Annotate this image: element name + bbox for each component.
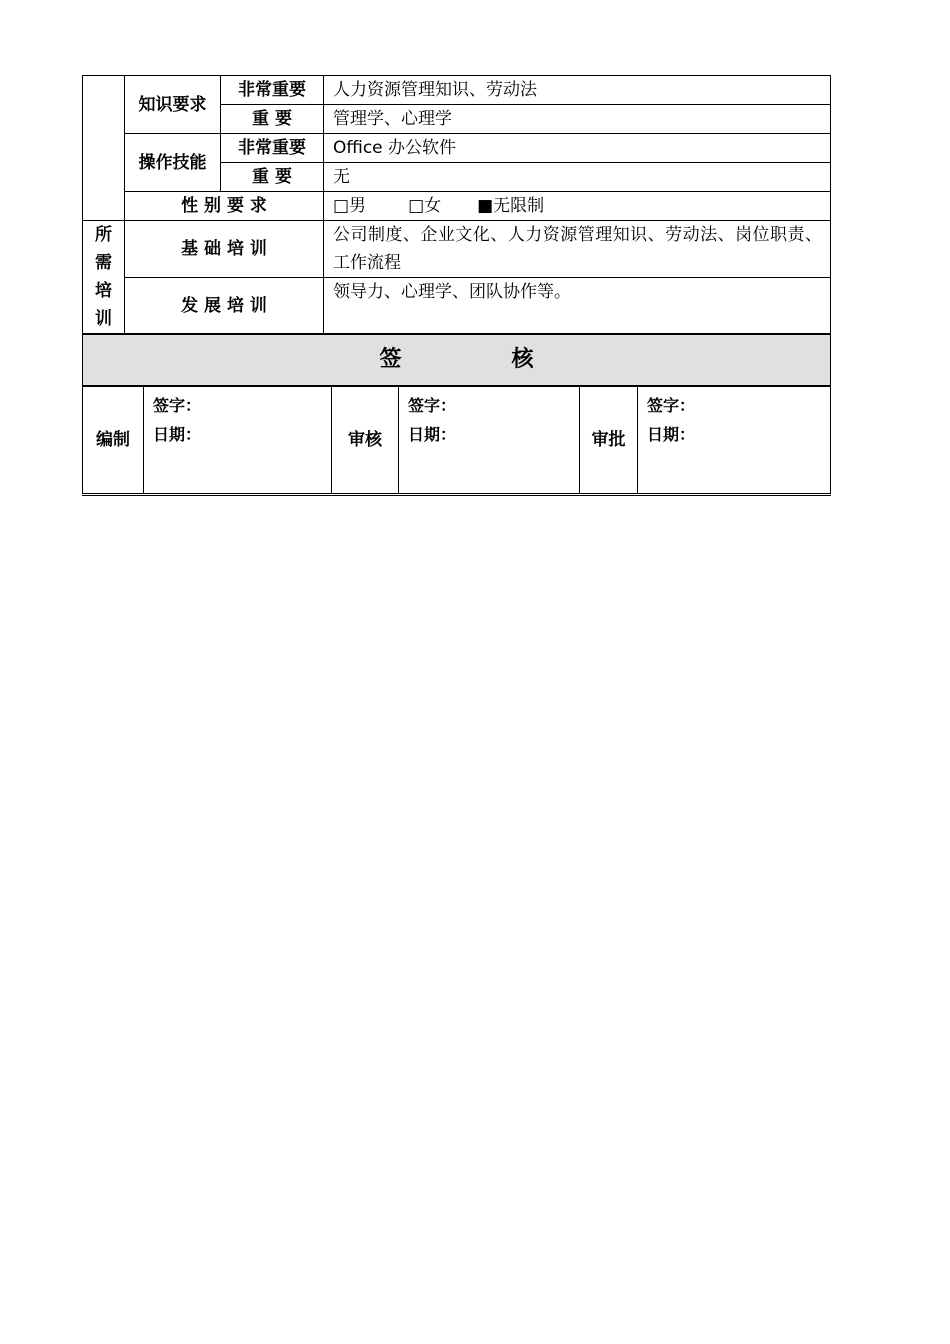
blank-side-cell <box>83 76 125 221</box>
gender-label: 性 别 要 求 <box>125 192 324 221</box>
sign-label: 签字： <box>153 396 202 415</box>
gender-options <box>324 192 831 221</box>
compile-label: 编制 <box>83 387 144 495</box>
signoff-title-left: 签 <box>379 347 402 372</box>
requirements-table <box>82 75 831 387</box>
skills-value-rest: 办公软件 <box>382 138 457 158</box>
approve-sign-cell[interactable] <box>638 387 831 495</box>
sign-label: 签字： <box>408 396 457 415</box>
skills-important-value: 无 <box>324 163 831 192</box>
training-label-char: 培 <box>95 281 112 301</box>
training-label-char: 训 <box>95 309 112 329</box>
gender-option-female[interactable]: □女 <box>408 196 442 216</box>
signoff-table <box>82 387 831 496</box>
gender-option-any[interactable]: ■无限制 <box>477 196 545 216</box>
very-important-label: 非常重要 <box>221 76 324 105</box>
skills-value-latin: Office <box>333 138 383 158</box>
basic-training-value: 公司制度、企业文化、人力资源管理知识、劳动法、岗位职责、工作流程 <box>324 221 831 278</box>
compile-sign-cell[interactable] <box>144 387 332 495</box>
training-label <box>83 221 125 335</box>
important-label: 重 要 <box>221 105 324 134</box>
knowledge-important-value: 管理学、心理学 <box>324 105 831 134</box>
very-important-label: 非常重要 <box>221 134 324 163</box>
sign-label: 签字： <box>647 396 696 415</box>
development-training-label: 发 展 培 训 <box>125 278 324 334</box>
approve-label: 审批 <box>580 387 638 495</box>
review-label: 审核 <box>332 387 399 495</box>
training-label-char: 所 <box>95 225 112 245</box>
review-sign-cell[interactable] <box>399 387 580 495</box>
basic-training-label: 基 础 培 训 <box>125 221 324 278</box>
job-description-form <box>82 75 830 496</box>
knowledge-very-important-value: 人力资源管理知识、劳动法 <box>324 76 831 105</box>
training-label-char: 需 <box>95 253 112 273</box>
gender-option-male[interactable]: □男 <box>333 196 367 216</box>
skills-label: 操作技能 <box>125 134 221 192</box>
date-label: 日期： <box>647 425 696 444</box>
date-label: 日期： <box>408 425 457 444</box>
development-training-value: 领导力、心理学、团队协作等。 <box>324 278 831 334</box>
date-label: 日期： <box>153 425 202 444</box>
skills-very-important-value <box>324 134 831 163</box>
knowledge-label: 知识要求 <box>125 76 221 134</box>
signoff-header <box>83 334 831 386</box>
signoff-title-right: 核 <box>511 347 534 372</box>
important-label: 重 要 <box>221 163 324 192</box>
